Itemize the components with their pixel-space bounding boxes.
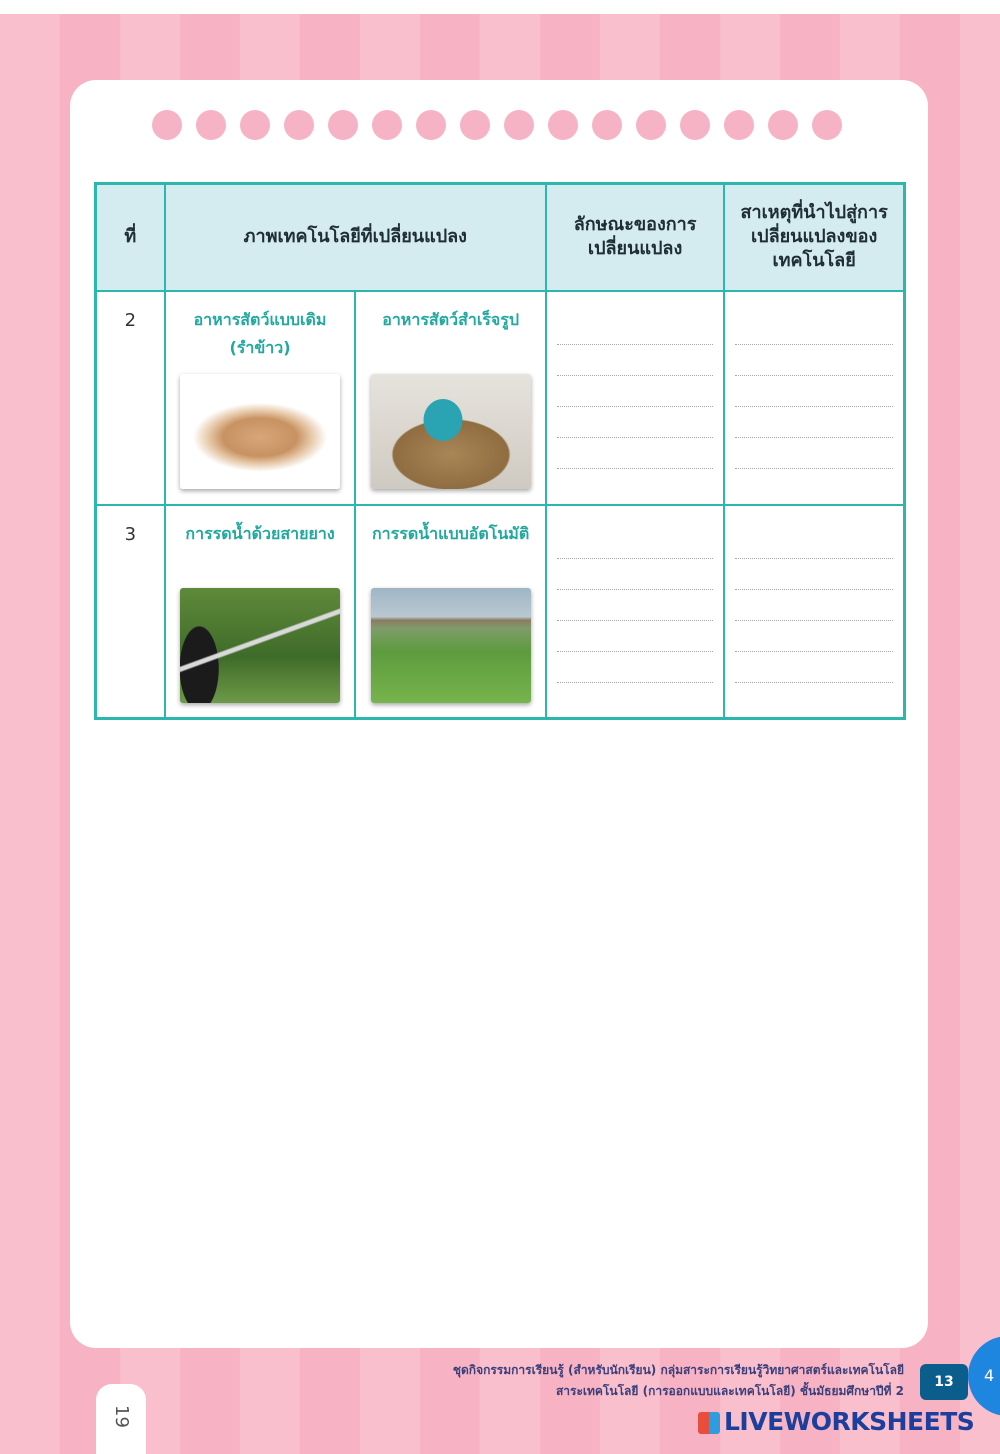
binder-hole bbox=[768, 110, 798, 140]
liveworksheets-logo[interactable] bbox=[698, 1406, 974, 1438]
footer-line-2: สาระเทคโนโลยี (การออกแบบและเทคโนโลยี) ชั้นมัธยมศึกษาปีที่ 2 bbox=[555, 1384, 904, 1398]
new-technology-cell bbox=[355, 505, 546, 719]
old-technology-caption: การรดน้ำด้วยสายยาง bbox=[185, 523, 335, 543]
side-page-number: 19 bbox=[110, 1405, 132, 1428]
worksheet-card bbox=[70, 80, 928, 1348]
answer-lines bbox=[547, 506, 723, 683]
header-characteristics bbox=[546, 184, 724, 291]
answer-line[interactable] bbox=[735, 559, 893, 590]
table-row bbox=[96, 505, 905, 719]
animal-feed-pellets-photo bbox=[371, 374, 531, 489]
binder-hole bbox=[416, 110, 446, 140]
answer-lines bbox=[547, 292, 723, 469]
answer-line[interactable] bbox=[557, 376, 713, 407]
binder-hole bbox=[592, 110, 622, 140]
answer-line[interactable] bbox=[735, 407, 893, 438]
answer-line[interactable] bbox=[735, 376, 893, 407]
binder-holes bbox=[152, 110, 852, 140]
technology-change-table bbox=[94, 182, 906, 720]
binder-hole bbox=[460, 110, 490, 140]
old-technology-cell bbox=[165, 291, 356, 505]
binder-hole bbox=[548, 110, 578, 140]
header-characteristics-text: ลักษณะของการเปลี่ยนแปลง bbox=[573, 213, 697, 260]
table-row bbox=[96, 291, 905, 505]
binder-hole bbox=[240, 110, 270, 140]
binder-hole bbox=[724, 110, 754, 140]
answer-line[interactable] bbox=[557, 345, 713, 376]
binder-hole bbox=[636, 110, 666, 140]
header-causes bbox=[724, 184, 904, 291]
answer-line[interactable] bbox=[557, 528, 713, 559]
new-technology-caption: การรดน้ำแบบอัตโนมัติ bbox=[371, 523, 530, 543]
footer-text bbox=[453, 1360, 904, 1402]
automatic-sprinkler-photo bbox=[371, 588, 531, 703]
causes-answer-cell[interactable] bbox=[724, 505, 904, 719]
causes-answer-cell[interactable] bbox=[724, 291, 904, 505]
binder-hole bbox=[812, 110, 842, 140]
binder-hole bbox=[504, 110, 534, 140]
header-causes-text: สาเหตุที่นำไปสู่การเปลี่ยนแปลงของเทคโนโลยี bbox=[740, 201, 888, 272]
header-images: ภาพเทคโนโลยีที่เปลี่ยนแปลง bbox=[165, 184, 546, 291]
answer-line[interactable] bbox=[557, 314, 713, 345]
row-number: 2 bbox=[96, 291, 165, 505]
answer-line[interactable] bbox=[735, 590, 893, 621]
footer-line-1: ชุดกิจกรรมการเรียนรู้ (สำหรับนักเรียน) กลุ่มสาระการเรียนรู้วิทยาศาสตร์และเทคโนโลยี bbox=[452, 1363, 904, 1377]
answer-line[interactable] bbox=[557, 559, 713, 590]
answer-line[interactable] bbox=[735, 621, 893, 652]
binder-hole bbox=[196, 110, 226, 140]
row-number: 3 bbox=[96, 505, 165, 719]
answer-line[interactable] bbox=[735, 345, 893, 376]
header-no: ที่ bbox=[96, 184, 165, 291]
next-page-button[interactable]: 4 bbox=[968, 1336, 1000, 1416]
table-header-row bbox=[96, 184, 905, 291]
old-technology-cell bbox=[165, 505, 356, 719]
side-page-tab bbox=[96, 1384, 146, 1454]
answer-line[interactable] bbox=[735, 652, 893, 683]
page-number-badge: 13 bbox=[920, 1364, 968, 1400]
answer-line[interactable] bbox=[557, 652, 713, 683]
answer-lines bbox=[725, 292, 903, 469]
answer-line[interactable] bbox=[557, 407, 713, 438]
new-technology-cell bbox=[355, 291, 546, 505]
rice-bran-photo bbox=[180, 374, 340, 489]
answer-line[interactable] bbox=[735, 438, 893, 469]
binder-hole bbox=[372, 110, 402, 140]
binder-hole bbox=[152, 110, 182, 140]
old-technology-caption: อาหารสัตว์แบบเดิม (รำข้าว) bbox=[193, 309, 327, 358]
binder-hole bbox=[284, 110, 314, 140]
answer-line[interactable] bbox=[557, 621, 713, 652]
liveworksheets-logo-icon bbox=[698, 1412, 720, 1434]
watering-hose-photo bbox=[180, 588, 340, 703]
binder-hole bbox=[680, 110, 710, 140]
brand-text: LIVEWORKSHEETS bbox=[724, 1407, 975, 1436]
answer-line[interactable] bbox=[735, 314, 893, 345]
new-technology-caption: อาหารสัตว์สำเร็จรูป bbox=[382, 309, 519, 329]
binder-hole bbox=[328, 110, 358, 140]
answer-line[interactable] bbox=[735, 528, 893, 559]
answer-line[interactable] bbox=[557, 438, 713, 469]
top-strip bbox=[0, 0, 1000, 14]
characteristics-answer-cell[interactable] bbox=[546, 291, 724, 505]
characteristics-answer-cell[interactable] bbox=[546, 505, 724, 719]
answer-line[interactable] bbox=[557, 590, 713, 621]
answer-lines bbox=[725, 506, 903, 683]
